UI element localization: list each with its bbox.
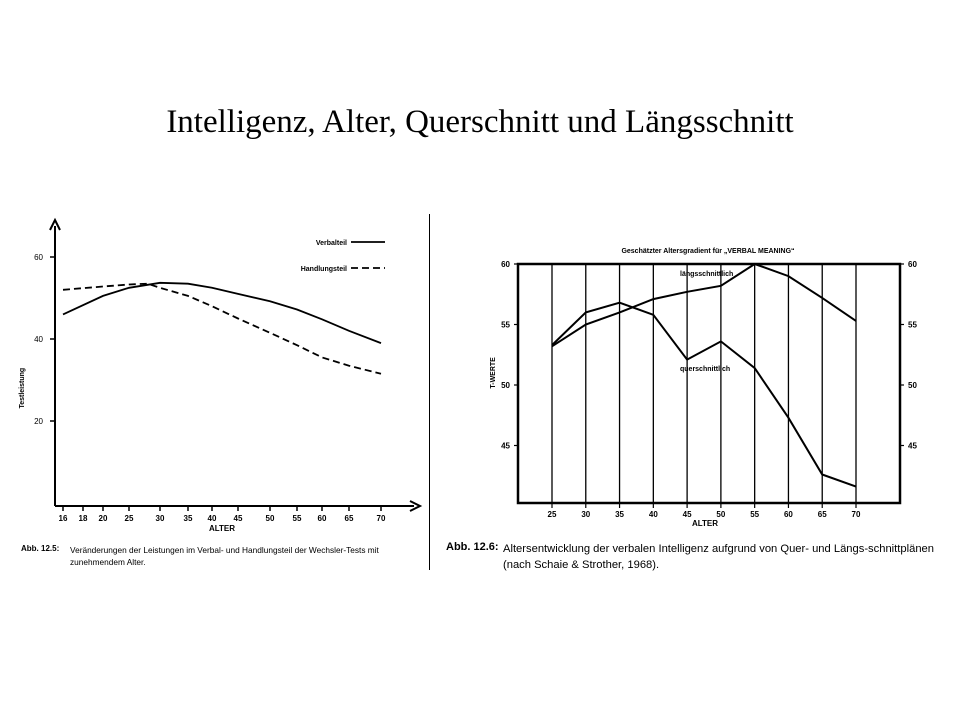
y-tick-label: 20 bbox=[34, 417, 43, 426]
x-axis-label: ALTER bbox=[691, 519, 719, 528]
x-tick-label: 18 bbox=[78, 514, 88, 523]
y-tick-label-right: 60 bbox=[908, 260, 917, 269]
legend-label: Verbalteil bbox=[315, 240, 347, 247]
legend-label: Handlungsteil bbox=[300, 266, 347, 273]
series-label-querschnittlich: querschnittlich bbox=[680, 366, 731, 373]
figure-number-12-6: Abb. 12.6: bbox=[446, 541, 499, 553]
y-axis-label: T-WERTE bbox=[490, 357, 497, 389]
wechsler-chart bbox=[0, 210, 430, 540]
x-tick-label: 60 bbox=[317, 514, 327, 523]
figure-caption-12-6: Altersentwicklung der verbalen Intelligenz aufgrund von Quer- und Längs-schnittplänen (nach Schaie & Strother, 1968). bbox=[503, 543, 934, 571]
y-tick-label: 60 bbox=[34, 253, 43, 262]
x-tick-label: 25 bbox=[547, 510, 557, 519]
y-tick-label-right: 50 bbox=[908, 381, 917, 390]
x-tick-label: 16 bbox=[58, 514, 68, 523]
y-tick-label-right: 45 bbox=[908, 441, 917, 451]
x-tick-label: 25 bbox=[124, 514, 134, 523]
y-tick-label-left: 55 bbox=[501, 320, 510, 330]
series-line-querschnittlich bbox=[552, 303, 856, 487]
series-line-handlungsteil bbox=[63, 284, 381, 374]
x-tick-label: 45 bbox=[233, 514, 243, 523]
x-tick-label: 30 bbox=[155, 514, 165, 523]
y-tick-label: 40 bbox=[34, 335, 43, 344]
chart-title: Geschätzter Altersgradient für „VERBAL MEANING“ bbox=[621, 248, 795, 255]
x-tick-label: 20 bbox=[98, 514, 108, 523]
x-tick-label: 35 bbox=[183, 514, 193, 523]
x-tick-label: 35 bbox=[615, 510, 625, 519]
y-tick-label-left: 50 bbox=[501, 381, 510, 390]
x-tick-label: 55 bbox=[750, 510, 760, 519]
x-tick-label: 65 bbox=[817, 510, 827, 519]
y-axis-label: Testleistung bbox=[19, 367, 26, 409]
x-tick-label: 40 bbox=[648, 510, 658, 519]
figure-caption-12-5: Veränderungen der Leistungen im Verbal- und Handlungsteil der Wechsler-Tests mit zunehmendem Alter. bbox=[70, 545, 379, 567]
x-tick-label: 70 bbox=[376, 514, 386, 523]
x-tick-label: 50 bbox=[716, 510, 726, 519]
x-tick-label: 70 bbox=[851, 510, 861, 519]
x-tick-label: 55 bbox=[292, 514, 302, 523]
chart-divider bbox=[429, 214, 430, 570]
figure-number-12-5: Abb. 12.5: bbox=[21, 544, 60, 553]
x-tick-label: 60 bbox=[783, 510, 793, 519]
x-axis-label: ALTER bbox=[208, 524, 236, 533]
y-tick-label-right: 55 bbox=[908, 320, 917, 330]
y-tick-label-left: 60 bbox=[501, 260, 510, 269]
slide-title: Intelligenz, Alter, Querschnitt und Längsschnitt bbox=[166, 104, 794, 140]
x-tick-label: 45 bbox=[682, 510, 692, 519]
plot-frame bbox=[518, 264, 900, 503]
series-label-laengsschnittlich: längsschnittlich bbox=[680, 271, 734, 278]
x-tick-label: 30 bbox=[581, 510, 591, 519]
x-tick-label: 40 bbox=[207, 514, 217, 523]
y-tick-label-left: 45 bbox=[501, 441, 510, 451]
verbal-meaning-chart bbox=[440, 240, 940, 540]
series-line-verbalteil bbox=[63, 283, 381, 343]
x-tick-label: 50 bbox=[265, 514, 275, 523]
x-tick-label: 65 bbox=[344, 514, 354, 523]
